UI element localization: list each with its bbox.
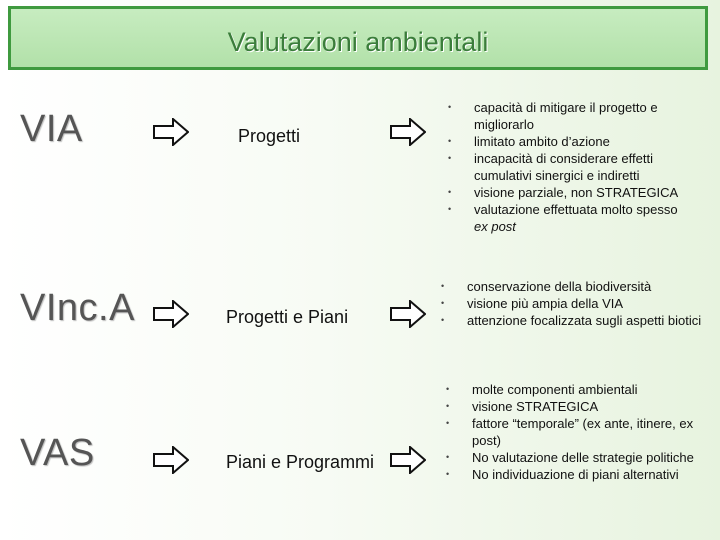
bullet-icon: • [441, 315, 445, 325]
bullet-icon: • [446, 418, 450, 428]
subject-via: Progetti [238, 126, 301, 146]
bullet-icon: • [448, 153, 452, 163]
bullet-icon: • [441, 281, 445, 291]
list-item: • No valutazione delle strategie politiche [446, 450, 694, 465]
right-arrow-icon [390, 300, 426, 328]
list-item: • No individuazione di piani alternativi [446, 467, 679, 482]
bullet-icon: • [446, 384, 450, 394]
acronym-vinca: VInc.A [20, 287, 135, 329]
bullet-icon: • [441, 298, 445, 308]
list-item: • capacità di mitigare il progetto e migliorarlo [448, 100, 658, 132]
list-item: • attenzione focalizzata sugli aspetti biotici [441, 313, 702, 328]
list-item: • visione STRATEGICA [446, 399, 599, 414]
right-arrow-icon [153, 118, 189, 146]
right-arrow-icon [390, 118, 426, 146]
acronym-vas: VAS [20, 432, 95, 474]
subject-vas: Piani e Programmi [226, 452, 375, 472]
bullet-list-via [448, 99, 714, 235]
bullet-icon: • [446, 452, 450, 462]
right-arrow-icon [153, 300, 189, 328]
list-item: • valutazione effettuata molto spesso ex post [474, 201, 714, 235]
list-item: • limitato ambito d’azione [448, 134, 610, 149]
bullet-list-vas [446, 381, 712, 483]
bullet-icon: • [448, 187, 452, 197]
bullet-icon: • [446, 401, 450, 411]
list-item: • fattore “temporale” (ex ante, itinere, ex post) [446, 416, 694, 448]
subject-vinca: Progetti e Piani [226, 307, 349, 327]
list-item: • visione parziale, non STRATEGICA [448, 185, 679, 200]
right-arrow-icon [390, 446, 426, 474]
list-item: • visione più ampia della VIA [441, 296, 624, 311]
right-arrow-icon [153, 446, 189, 474]
list-item: • incapacità di considerare effetti cumulativi sinergici e indiretti [448, 151, 653, 183]
title-banner [8, 6, 708, 70]
bullet-icon: • [448, 102, 452, 112]
list-item: • molte componenti ambientali [446, 382, 638, 397]
page-title: Valutazioni ambientali [227, 27, 489, 57]
list-item: • conservazione della biodiversità [441, 279, 652, 294]
acronym-via: VIA [20, 108, 83, 150]
bullet-continuation: ex post [474, 219, 516, 234]
bullet-list-vinca [441, 278, 712, 329]
bullet-icon: • [448, 204, 452, 214]
bullet-icon: • [448, 136, 452, 146]
bullet-icon: • [446, 469, 450, 479]
